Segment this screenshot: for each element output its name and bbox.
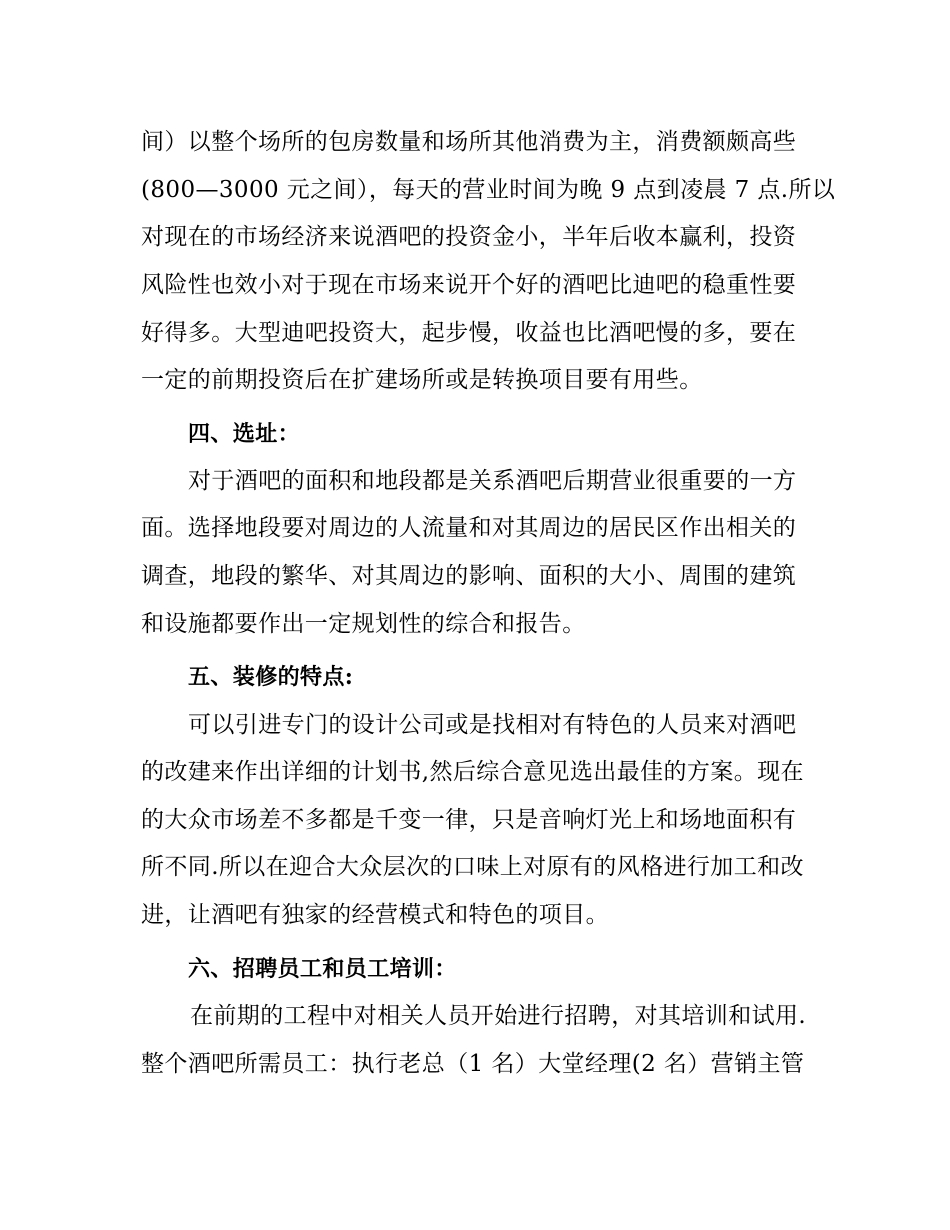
paragraph-line: 的大众市场差不多都是千变一律，只是音响灯光上和场地面积有 — [141, 807, 797, 833]
paragraph-line: 的改建来作出详细的计划书,然后综合意见选出最佳的方案。现在 — [141, 759, 804, 785]
paragraph-line: 在前期的工程中对相关人员开始进行招聘，对其培训和试用. — [190, 1003, 807, 1029]
paragraph-line: 进，让酒吧有独家的经营模式和特色的项目。 — [141, 902, 609, 928]
paragraph-line: 好得多。大型迪吧投资大，起步慢，收益也比酒吧慢的多，要在 — [141, 320, 797, 346]
section-heading-site-selection: 四、选址： — [188, 421, 301, 447]
paragraph-line: 对于酒吧的面积和地段都是关系酒吧后期营业很重要的一方 — [188, 468, 797, 494]
paragraph-line: 整个酒吧所需员工：执行老总（1 名）大堂经理(2 名）营销主管 — [141, 1051, 805, 1077]
paragraph-line: (800—3000 元之间），每天的营业时间为晚 9 点到凌晨 7 点.所以 — [141, 177, 836, 203]
paragraph-line: 可以引进专门的设计公司或是找相对有特色的人员来对酒吧 — [188, 712, 797, 738]
paragraph-line: 面。选择地段要对周边的人流量和对其周边的居民区作出相关的 — [141, 515, 797, 541]
paragraph-line: 调查，地段的繁华、对其周边的影响、面积的大小、周围的建筑 — [141, 563, 797, 589]
paragraph-line: 一定的前期投资后在扩建场所或是转换项目要有用些。 — [141, 367, 703, 393]
paragraph-line: 和设施都要作出一定规划性的综合和报告。 — [141, 611, 586, 637]
paragraph-line: 所不同.所以在迎合大众层次的口味上对原有的风格进行加工和改 — [141, 854, 804, 880]
paragraph-line: 风险性也效小对于现在市场来说开个好的酒吧比迪吧的稳重性要 — [141, 272, 797, 298]
section-heading-recruitment: 六、招聘员工和员工培训： — [188, 956, 457, 982]
paragraph-line: 对现在的市场经济来说酒吧的投资金小，半年后收本赢利，投资 — [141, 224, 797, 250]
section-heading-decoration: 五、装修的特点: — [188, 664, 354, 690]
paragraph-line: 间）以整个场所的包房数量和场所其他消费为主，消费额颇高些 — [141, 129, 797, 155]
